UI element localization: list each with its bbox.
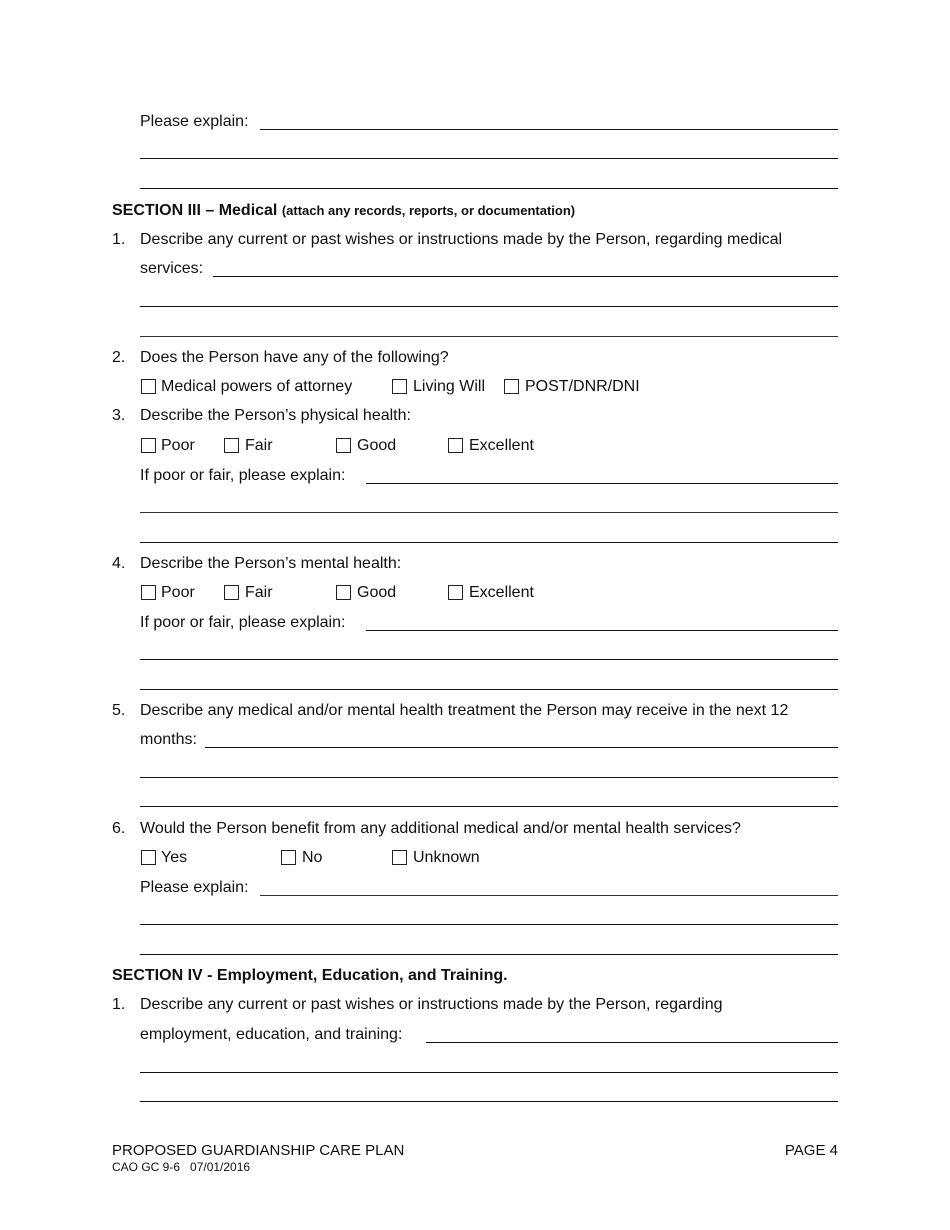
mental-poor-checkbox[interactable] [141,585,156,600]
physical-fair-checkbox[interactable] [224,438,239,453]
q6-number: 6. [112,820,126,837]
q3-explain-label: If poor or fair, please explain: [140,467,346,484]
mental-good-label: Good [357,584,397,601]
answer-line[interactable] [140,512,838,513]
answer-line[interactable] [213,276,838,277]
answer-line[interactable] [140,954,838,955]
q4-number: 4. [112,555,126,572]
answer-line[interactable] [366,483,838,484]
answer-line[interactable] [140,924,838,925]
q1-number: 1. [112,231,126,248]
s4-q1-text-line1: Describe any current or past wishes or instructions made by the Person, regarding [140,996,723,1013]
answer-line[interactable] [140,158,838,159]
footer-form-id: CAO GC 9-6 07/01/2016 [112,1160,251,1174]
physical-good-label: Good [357,437,397,454]
q5-text-line2: months: [140,731,197,748]
medical-poa-checkbox[interactable] [141,379,156,394]
q5-text-line1: Describe any medical and/or mental health treatment the Person may receive in the next 12 [140,702,789,719]
q6-explain-label: Please explain: [140,879,249,896]
physical-fair-label: Fair [245,437,273,454]
q3-number: 3. [112,407,126,424]
benefit-no-checkbox[interactable] [281,850,296,865]
mental-fair-label: Fair [245,584,273,601]
q4-explain-label: If poor or fair, please explain: [140,614,346,631]
post-dnr-dni-label: POST/DNR/DNI [525,378,640,395]
answer-line[interactable] [260,129,838,130]
mental-excellent-checkbox[interactable] [448,585,463,600]
answer-line[interactable] [140,188,838,189]
section-iii-subtitle: (attach any records, reports, or documentation) [281,203,576,218]
benefit-unknown-label: Unknown [413,849,480,866]
q2-number: 2. [112,349,126,366]
answer-line[interactable] [260,895,838,896]
benefit-unknown-checkbox[interactable] [392,850,407,865]
physical-poor-checkbox[interactable] [141,438,156,453]
answer-line[interactable] [140,689,838,690]
section-iv-title: SECTION IV - Employment, Education, and Training. [112,967,508,984]
answer-line[interactable] [140,542,838,543]
living-will-checkbox[interactable] [392,379,407,394]
mental-fair-checkbox[interactable] [224,585,239,600]
answer-line[interactable] [426,1042,838,1043]
answer-line[interactable] [205,747,838,748]
section-iii-heading [112,202,575,220]
q5-number: 5. [112,702,126,719]
answer-line[interactable] [140,336,838,337]
answer-line[interactable] [140,1072,838,1073]
physical-good-checkbox[interactable] [336,438,351,453]
answer-line[interactable] [366,630,838,631]
q4-text: Describe the Person’s mental health: [140,555,402,572]
benefit-no-label: No [302,849,323,866]
medical-poa-label: Medical powers of attorney [161,378,353,395]
living-will-label: Living Will [413,378,486,395]
q6-text: Would the Person benefit from any additional medical and/or mental health services? [140,820,741,837]
s4-q1-text-line2: employment, education, and training: [140,1026,403,1043]
mental-poor-label: Poor [161,584,195,601]
answer-line[interactable] [140,777,838,778]
q1-text-line1: Describe any current or past wishes or instructions made by the Person, regarding medical [140,231,783,248]
answer-line[interactable] [140,1101,838,1102]
q1-text-line2: services: [140,260,204,277]
footer-page-number: PAGE 4 [784,1142,838,1159]
post-dnr-dni-checkbox[interactable] [504,379,519,394]
physical-excellent-checkbox[interactable] [448,438,463,453]
footer-title: PROPOSED GUARDIANSHIP CARE PLAN [112,1142,405,1159]
physical-excellent-label: Excellent [469,437,534,454]
answer-line[interactable] [140,306,838,307]
physical-poor-label: Poor [161,437,195,454]
mental-good-checkbox[interactable] [336,585,351,600]
s4-q1-number: 1. [112,996,126,1013]
benefit-yes-label: Yes [161,849,188,866]
please-explain-label: Please explain: [140,113,249,130]
benefit-yes-checkbox[interactable] [141,850,156,865]
section-iii-title: SECTION III – Medical [112,202,278,219]
answer-line[interactable] [140,806,838,807]
q2-text: Does the Person have any of the following? [140,349,449,366]
answer-line[interactable] [140,659,838,660]
q3-text: Describe the Person’s physical health: [140,407,411,424]
mental-excellent-label: Excellent [469,584,534,601]
